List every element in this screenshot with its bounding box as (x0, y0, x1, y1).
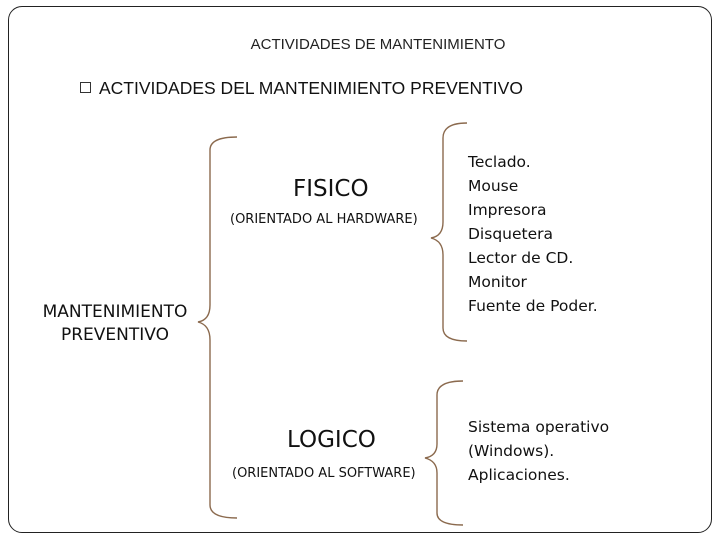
fisico-item-list (468, 150, 598, 318)
bullet-heading-text: ACTIVIDADES DEL MANTENIMIENTO PREVENTIVO (99, 78, 523, 98)
slide-title: ACTIVIDADES DE MANTENIMIENTO (250, 36, 506, 53)
list-item: Impresora (468, 201, 547, 219)
fisico-title: FISICO (293, 176, 369, 202)
list-item: Teclado. (468, 153, 531, 171)
logico-item-list (468, 415, 609, 487)
list-item: Aplicaciones. (468, 466, 570, 484)
fisico-subtitle: (ORIENTADO AL HARDWARE) (230, 212, 418, 227)
list-item: Lector de CD. (468, 249, 574, 267)
logico-subtitle: (ORIENTADO AL SOFTWARE) (232, 466, 416, 481)
list-item: Mouse (468, 177, 519, 195)
list-item: Disquetera (468, 225, 554, 243)
logico-brace (425, 381, 463, 525)
fisico-brace (431, 123, 467, 341)
list-item: Sistema operativo (468, 418, 610, 436)
list-item: Fuente de Poder. (468, 297, 598, 315)
main-topic-label (20, 301, 210, 347)
list-item: (Windows). (468, 442, 555, 460)
logico-title: LOGICO (287, 427, 376, 453)
main-topic-line-2: PREVENTIVO (60, 325, 169, 345)
list-item: Monitor (468, 273, 527, 291)
main-topic-line-1: MANTENIMIENTO (42, 302, 188, 322)
